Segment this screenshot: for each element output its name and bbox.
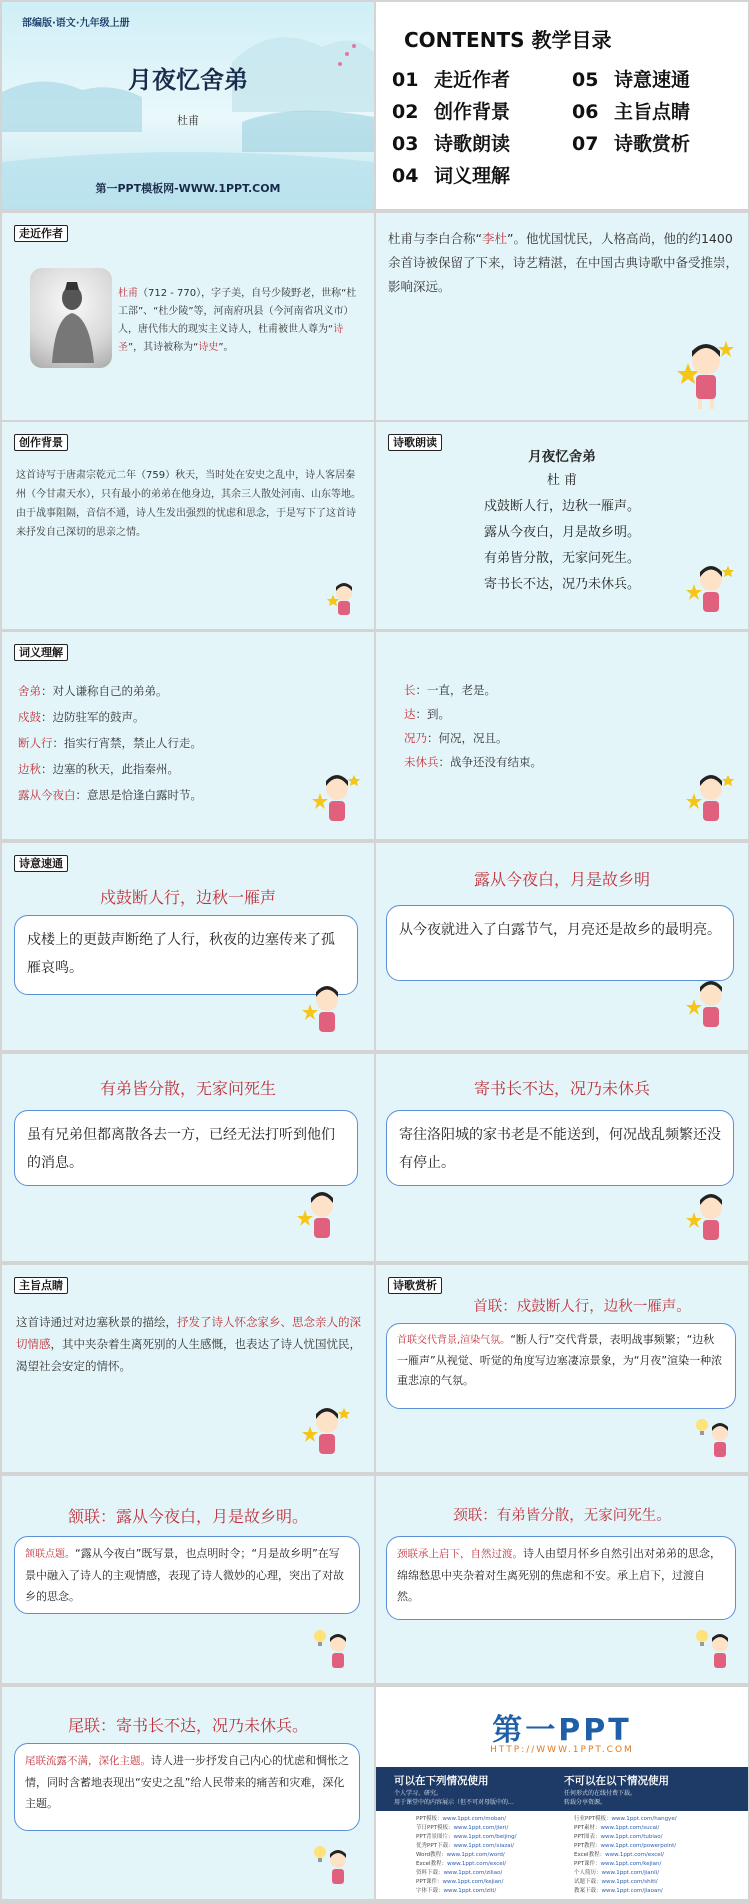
meaning-bubble: 虽有兄弟但都离散各去一方，已经无法打听到他们的消息。 [14,1110,358,1186]
meaning-bubble: 戍楼上的更鼓声断绝了人行，秋夜的边塞传来了孤雁哀鸣。 [14,915,358,995]
cartoon-girl-icon [312,767,362,835]
meaning-slide-4 [376,1054,748,1261]
appreciation-slide-1 [376,1265,748,1472]
poem-line: 寄书长不达，况乃未休兵。 [483,577,640,592]
vocab-def: ：对人谦称自己的弟弟。 [41,684,168,698]
bio-text: （712 - 770），字子美，自号少陵野老，世称“杜工部”、“杜少陵”等，河南府巩县（今河南省巩义市）人，唐代伟大的现实主义诗人，杜甫被世人尊为“ [118,288,357,335]
lightbulb-girl-icon [312,1842,352,1892]
link-row[interactable]: PPT图表：www.1ppt.com/tubiao/ [574,1834,663,1840]
cartoon-girl-icon [297,1184,347,1252]
appreciation-heading: 首联：戍鼓断人行，边秋一雁声。 [473,1299,691,1315]
contents-item-7[interactable] [572,129,690,156]
link-row[interactable]: 个人简历：www.1ppt.com/jianli/ [574,1870,660,1876]
link-row[interactable]: Excel教程：www.1ppt.com/excel/ [416,1861,507,1867]
link-row[interactable]: 节日PPT模板：www.1ppt.com/jieri/ [416,1825,509,1831]
vocab-def: ：到。 [415,707,450,721]
contents-item-4[interactable] [392,161,510,188]
contents-item-1[interactable] [392,65,510,92]
vocab-item [404,678,542,702]
item-label: 走近作者 [434,69,511,91]
cover-author: 杜甫 [177,114,199,127]
contents-item-6[interactable] [572,97,690,124]
appreciation-bubble [386,1323,736,1409]
appreciation-heading: 尾联：寄书长不达，况乃未休兵。 [67,1716,308,1735]
vocab-term: 边秋 [18,762,41,776]
detail-text: ”。他忧国忧民，人格高尚，他的约1400余首诗被保留了下来，诗艺精湛，在中国古典诗歌中备受推崇，影响深远。 [388,231,739,294]
theme-body: 这首诗通过对边塞秋景的描绘， [16,1315,177,1329]
cannot-item: 任何形式的在线付费下载。 [564,1790,637,1797]
links-area [376,1811,748,1899]
item-label: 创作背景 [434,101,511,123]
vocab-slide-2 [376,632,748,839]
poem-author: 杜 甫 [546,473,578,488]
vocab-slide [2,632,374,839]
vocab-def: ：战争还没有结束。 [438,755,542,769]
item-number: 07 [572,133,599,155]
section-tag: 诗意速通 [14,855,68,872]
cannot-use-list [564,1789,636,1807]
appreciation-slide-2 [2,1476,374,1683]
link-row[interactable]: 字体下载：www.1ppt.com/ziti/ [416,1888,497,1894]
theme-body: ，其中夹杂着生离死别的人生感慨，也表达了诗人忧国忧民，渴望社会安定的情怀。 [16,1337,361,1373]
meaning-line: 有弟皆分散，无家问死生 [99,1079,276,1098]
meaning-line: 露从今夜白，月是故乡明 [473,870,650,889]
usage-panel [376,1767,748,1899]
site-url: HTTP://WWW.1PPT.COM [490,1745,634,1755]
link-row[interactable]: 行业PPT模板：www.1ppt.com/hangye/ [574,1816,677,1822]
appreciation-bubble [14,1536,360,1614]
link-row[interactable]: PPT教程：www.1ppt.com/powerpoint/ [574,1843,677,1849]
vocab-item [18,756,202,782]
ending-slide [376,1687,748,1899]
link-row[interactable]: 优秀PPT下载：www.1ppt.com/xiazai/ [416,1843,515,1849]
links-right [574,1815,677,1896]
author-detail-slide [376,213,748,420]
vocab-term: 断人行 [18,736,53,750]
theme-text [16,1311,362,1377]
vocab-def: ：边塞的秋天，此指秦州。 [41,762,179,776]
item-number: 03 [392,133,419,155]
cartoon-girl-icon [686,767,736,835]
vocab-item [18,704,202,730]
cannot-item: 转载分享资源。 [564,1799,607,1806]
cartoon-girl-icon [686,558,736,626]
meaning-slide-3 [2,1054,374,1261]
item-label: 词义理解 [434,165,511,187]
reading-slide [376,422,748,629]
cartoon-girl-icon [302,978,352,1046]
bio-text: ”。 [218,342,234,353]
vocab-def: ：何况，况且。 [427,731,508,745]
bio-text: ”，其诗被称为“ [128,342,199,353]
cover-slide [2,2,374,209]
appreciation-lead: 颔联点题。 [25,1549,75,1560]
detail-text: 杜甫与李白合称“ [388,231,482,246]
cartoon-girl-icon [676,333,736,413]
vocab-item [404,726,542,750]
link-row[interactable]: Excel教程：www.1ppt.com/excel/ [574,1852,665,1858]
appreciation-heading: 颈联：有弟皆分散，无家问死生。 [453,1508,671,1524]
item-label: 诗歌赏析 [614,133,691,155]
appreciation-text: 诗人进一步抒发自己内心的忧虑和惆怅之情，同时含蓄地表现出“安史之乱”给人民带来的痛苦和灾难，深化主题。 [25,1754,349,1810]
vocab-term: 舍弟 [18,684,41,698]
poem-title: 月夜忆舍弟 [528,449,596,465]
poem-line: 戍鼓断人行，边秋一雁声。 [483,499,640,514]
section-tag: 走近作者 [14,225,68,242]
appreciation-lead: 尾联流露不满，深化主题。 [25,1755,151,1767]
item-number: 02 [392,101,419,123]
item-number: 05 [572,69,599,91]
section-tag: 主旨点睛 [14,1277,68,1294]
cartoon-girl-icon [686,973,736,1041]
appreciation-bubble [14,1743,360,1831]
item-number: 06 [572,101,599,123]
author-slide [2,213,374,420]
vocab-term: 露从今夜白 [18,788,76,802]
appreciation-slide-4 [2,1687,374,1899]
vocab-item [18,678,202,704]
can-use-list [394,1789,514,1807]
portrait-figure-icon [30,268,112,368]
lightbulb-girl-icon [312,1626,352,1676]
link-row[interactable]: PPT背景图片：www.1ppt.com/beijing/ [416,1834,517,1840]
section-tag: 词义理解 [14,644,68,661]
contents-slide [376,2,748,209]
poem-line: 有弟皆分散，无家问死生。 [483,551,640,566]
contents-item-3[interactable] [392,129,510,156]
appreciation-text: “露从今夜白”既写景，也点明时令；“月是故乡明”在写景中融入了诗人的主观情感，表现了诗人微妙的心理，突出了对故乡的思念。 [25,1547,344,1603]
vocab-item [18,730,202,756]
appreciation-text: “断人行”交代背景，表明战事频繁；“边秋一雁声”从视觉、听觉的角度写边塞凄凉景象，为“月夜”渲染一种浓重悲凉的气氛。 [397,1333,723,1387]
vocab-item [18,782,202,808]
item-label: 主旨点睛 [614,101,691,123]
link-row[interactable]: PPT课件：www.1ppt.com/kejian/ [416,1879,504,1885]
honor-title: 诗史 [198,342,219,353]
meaning-slide-2 [376,843,748,1050]
can-use-title: 可以在下列情况使用 [394,1775,489,1787]
item-label: 诗意速通 [614,69,691,91]
background-slide [2,422,374,629]
poem-line: 露从今夜白，月是故乡明。 [483,525,640,540]
vocab-term: 戍鼓 [18,710,41,724]
links-left [416,1815,517,1896]
honor-title: 诗圣 [118,324,344,353]
highlight-text: 李杜 [481,231,507,246]
link-row[interactable]: PPT素材：www.1ppt.com/sucai/ [574,1825,660,1831]
link-row[interactable]: 教案下载：www.1ppt.com/jiaoan/ [574,1888,663,1894]
lightbulb-girl-icon [694,1626,734,1676]
vocab-item [404,702,542,726]
vocab-term: 达 [404,707,416,721]
contents-item-5[interactable] [572,65,690,92]
link-row[interactable]: PPT模板：www.1ppt.com/moban/ [416,1816,507,1822]
cartoon-girl-icon [686,1186,736,1254]
item-label: 诗歌朗读 [434,133,511,155]
section-tag: 诗歌朗读 [388,434,442,451]
author-detail-text [388,227,738,299]
appreciation-bubble [386,1536,736,1620]
theme-highlight: 抒发了诗人怀念家乡、思念亲人的深切情感 [16,1315,361,1351]
vocab-def: ：一直，老是。 [415,683,496,697]
author-portrait [30,268,112,368]
meaning-bubble: 从今夜就进入了白露节气，月亮还是故乡的最明亮。 [386,905,734,981]
cartoon-girl-icon [302,1400,352,1468]
meaning-line: 寄书长不达，况乃未休兵 [473,1079,650,1098]
appreciation-lead: 首联交代背景,渲染气氛。 [397,1335,511,1346]
contents-heading: CONTENTS 教学目录 [404,28,612,52]
item-number: 04 [392,165,419,187]
site-logo: 第一PPT [492,1713,632,1748]
theme-slide [2,1265,374,1472]
section-tag: 诗歌赏析 [388,1277,442,1294]
section-tag: 创作背景 [14,434,68,451]
contents-item-2[interactable] [392,97,510,124]
vocab-def: ：边防驻军的鼓声。 [41,710,145,724]
vocab-def: ：意思是恰逢白露时节。 [75,788,202,802]
author-bio [118,285,358,357]
item-number: 01 [392,69,419,91]
mountain-decoration [2,2,374,209]
appreciation-slide-3 [376,1476,748,1683]
author-name: 杜甫 [118,288,138,299]
vocab-term: 未休兵 [404,755,439,769]
appreciation-text: 诗人由望月怀乡自然引出对弟弟的思念，绵绵愁思中夹杂着对生离死别的焦虑和不安。承上启下，过渡自然。 [397,1547,721,1603]
cover-title: 月夜忆舍弟 [128,66,248,94]
link-row[interactable]: 试题下载：www.1ppt.com/shiti/ [574,1879,658,1885]
cannot-use-title: 不可以在以下情况使用 [564,1775,669,1787]
vocab-term: 长 [404,683,416,697]
cover-site: 第一PPT模板网-WWW.1PPT.COM [95,182,281,195]
can-item: 用于课堂中的内容展示（但不可对母版中的... [394,1799,514,1806]
vocab-list [18,678,202,808]
link-row[interactable]: Word教程：www.1ppt.com/word/ [416,1852,505,1858]
appreciation-lead: 颈联承上启下，自然过渡。 [397,1548,523,1560]
vocab-term: 况乃 [404,731,427,745]
meaning-line: 戍鼓断人行，边秋一雁声 [99,888,276,907]
meaning-bubble: 寄往洛阳城的家书老是不能送到，何况战乱频繁还没有停止。 [386,1110,734,1186]
appreciation-heading: 颔联：露从今夜白，月是故乡明。 [67,1507,308,1526]
link-row[interactable]: PPT课件：www.1ppt.com/kejian/ [574,1861,662,1867]
meaning-slide-1 [2,843,374,1050]
lightbulb-girl-icon [694,1415,734,1465]
cartoon-girl-icon [327,577,361,623]
vocab-item [404,750,542,774]
can-item: 个人学习、研究。 [394,1790,443,1797]
link-row[interactable]: 资料下载：www.1ppt.com/ziliao/ [416,1870,503,1876]
vocab-list [404,678,542,774]
edition-label: 部编版·语文·九年级上册 [22,18,130,29]
vocab-def: ：指实行宵禁，禁止人行走。 [52,736,202,750]
background-text: 这首诗写于唐肃宗乾元二年（759）秋天，当时处在安史之乱中，诗人客居秦州（今甘肃天水），只有最小的弟弟在他身边，其余三人散处河南、山东等地。由于战事阻隔，音信不通，诗人生发出强烈的忧虑和思念，于是写下了这首诗来抒发自己深切的思亲之情。 [16,470,361,538]
